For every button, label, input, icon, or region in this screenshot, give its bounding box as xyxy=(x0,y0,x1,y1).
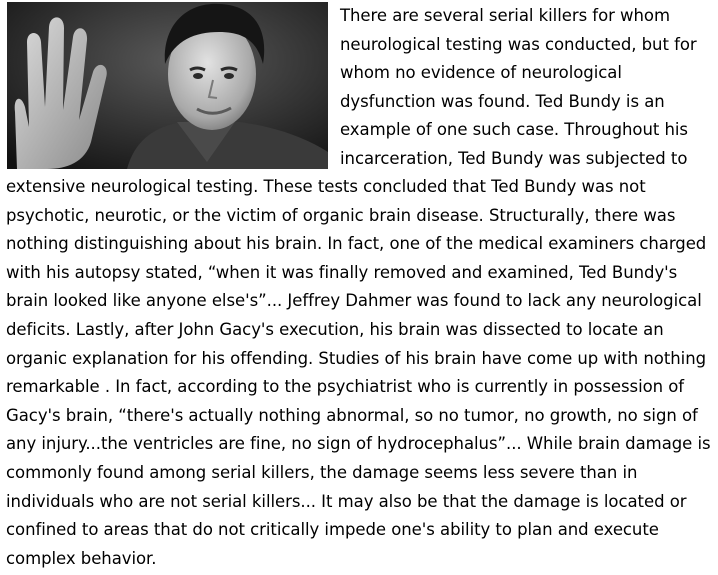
text-line: extensive neurological testing. These tests concluded that Ted Bundy was not xyxy=(6,177,646,196)
text-line: confined to areas that do not critically impede one's ability to plan and execute xyxy=(6,520,659,540)
text-line: psychotic, neurotic, or the victim of organic brain disease. Structurally, there was xyxy=(6,205,676,225)
text-line: remarkable . In fact, according to the psychiatrist who is currently in possession of xyxy=(6,377,685,397)
text-line: deficits. Lastly, after John Gacy's execution, his brain was dissected to locate an xyxy=(6,319,664,339)
text-line: any injury...the ventricles are fine, no sign of hydrocephalus”... While brain damage is xyxy=(6,434,711,454)
text-line: example of one such case. Throughout his xyxy=(340,120,688,140)
text-line: with his autopsy stated, “when it was finally removed and examined, Ted Bundy's xyxy=(6,262,678,282)
text-line: complex behavior. xyxy=(6,548,157,568)
text-line: neurological testing was conducted, but for xyxy=(340,34,697,54)
text-line: dysfunction was found. Ted Bundy is an xyxy=(340,91,665,111)
paragraph-beside-photo xyxy=(340,2,697,174)
text-line: nothing distinguishing about his brain. In fact, one of the medical examiners charged xyxy=(6,234,707,254)
text-line: individuals who are not serial killers... It may also be that the damage is located or xyxy=(6,491,687,511)
text-line: whom no evidence of neurological xyxy=(340,63,622,83)
text-line: commonly found among serial killers, the damage seems less severe than in xyxy=(6,462,638,482)
text-line: Gacy's brain, “there's actually nothing abnormal, so no tumor, no growth, no sign of xyxy=(6,405,698,425)
paragraph-full-width xyxy=(6,173,711,573)
text-line: brain looked like anyone else's”... Jeffrey Dahmer was found to lack any neurological xyxy=(6,291,702,311)
text-line: incarceration, Ted Bundy was subjected to xyxy=(340,148,688,168)
text-line: organic explanation for his offending. Studies of his brain have come up with nothing xyxy=(6,348,707,368)
portrait-photo xyxy=(7,2,328,169)
text-line: There are several serial killers for whom xyxy=(340,6,670,25)
portrait-photo-icon xyxy=(7,2,328,169)
